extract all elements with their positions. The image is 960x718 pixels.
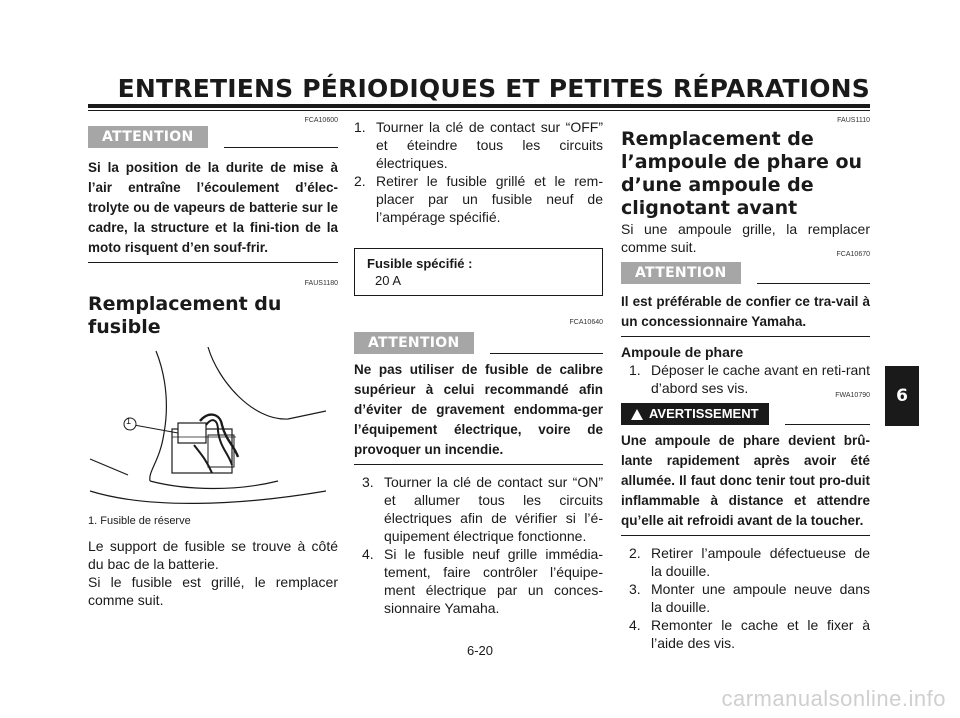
step-item <box>629 580 870 616</box>
attention-end-rule <box>354 464 603 465</box>
section-title: Remplacement de l’ampoule de phare ou d’une ampoule de clignotant avant <box>621 128 863 219</box>
warning-header <box>621 403 870 427</box>
step-item <box>362 473 603 545</box>
warning-badge <box>621 403 769 425</box>
step-item <box>629 544 870 580</box>
step-list <box>354 473 603 617</box>
body-text: Si le fusible est grillé, le remplacer comme suit. <box>88 574 338 608</box>
attention-text: Il est préférable de confier ce tra-vail à un concessionnaire Yamaha. <box>621 294 870 329</box>
ref-code: FCA10670 <box>836 251 870 258</box>
step-item <box>621 361 870 397</box>
step-number: 4. <box>362 546 374 562</box>
step-list <box>621 544 870 652</box>
step-number: 4. <box>629 617 641 633</box>
ref-code: FCA10600 <box>304 117 338 124</box>
warning-text: Une ampoule de phare devient brû-lante rapidement après avoir été allumée. Il faut donc tenir tout pro-duit inflammable à distance et attendre qu’elle ait refroidi avant de la toucher. <box>621 433 870 528</box>
ref-code: FAUS1180 <box>304 280 338 287</box>
attention-end-rule <box>88 262 338 263</box>
step-text: Retirer le fusible grillé et le rem-placer par un fusible neuf de l’ampérage spécifié. <box>376 173 603 225</box>
step-number: 3. <box>629 581 641 597</box>
attention-end-rule <box>621 336 870 337</box>
attention-header <box>621 262 870 286</box>
warning-triangle-icon <box>631 409 643 420</box>
column-right <box>621 116 870 652</box>
step-text: Tourner la clé de contact sur “OFF” et éteindre tous les circuits électriques. <box>376 119 603 171</box>
step-text: Monter une ampoule neuve dans la douille. <box>651 581 870 615</box>
attention-badge: ATTENTION <box>354 332 474 354</box>
attention-text: Ne pas utiliser de fusible de calibre supérieur à celui recommandé afin d’éviter de gravement endomma-ger l’équipement électrique, voire de provoquer un incendie. <box>354 362 603 457</box>
attention-rule <box>757 262 870 284</box>
step-text: Tourner la clé de contact sur “ON” et allumer tous les circuits électriques afin de vérifier si l’é-quipement électrique fonctionne. <box>384 474 603 544</box>
callout-number: 1 <box>126 416 132 426</box>
warning-rule <box>785 403 870 425</box>
section-title: Remplacement du fusible <box>88 293 282 338</box>
body-text: Si une ampoule grille, la remplacer comme suit. <box>621 221 870 255</box>
sub-title: Ampoule de phare <box>621 344 744 360</box>
step-number: 3. <box>362 474 374 490</box>
step-number: 2. <box>354 173 366 189</box>
step-number: 1. <box>629 362 641 378</box>
ref-code: FWA10790 <box>835 392 870 399</box>
spec-label: Fusible spécifié : <box>367 256 473 271</box>
ref-code: FCA10640 <box>569 319 603 326</box>
column-left <box>88 116 338 609</box>
attention-badge: ATTENTION <box>88 126 208 148</box>
step-item <box>362 545 603 617</box>
ref-code: FAUS1110 <box>837 117 870 124</box>
figure-caption: 1. Fusible de réserve <box>88 515 191 527</box>
header-rule-thin <box>88 110 870 111</box>
column-middle <box>354 118 603 617</box>
step-text: Déposer le cache avant en reti-rant d’abord ses vis. <box>651 362 870 396</box>
page-header-title: ENTRETIENS PÉRIODIQUES ET PETITES RÉPARATIONS <box>117 74 870 103</box>
fuse-illustration <box>88 341 328 511</box>
attention-text: Si la position de la durite de mise à l’air entraîne l’écoulement d’élec-trolyte ou de vapeurs de batterie sur le cadre, la structure et la fini-tion de la moto risquent d’en souf-frir. <box>88 160 338 255</box>
step-text: Si le fusible neuf grille immédia-tement, faire contrôler l’équipe-ment électrique par un conces-sionnaire Yamaha. <box>384 546 603 616</box>
attention-rule <box>224 126 338 148</box>
page-number: 6-20 <box>466 643 494 658</box>
step-item <box>354 172 603 226</box>
step-item <box>354 118 603 172</box>
warning-label: AVERTISSEMENT <box>649 406 759 421</box>
watermark: carmanualsonline.info <box>721 686 946 711</box>
body-text: Le support de fusible se trouve à côté du bac de la batterie. <box>88 538 338 572</box>
attention-badge: ATTENTION <box>621 262 741 284</box>
step-text: Retirer l’ampoule défectueuse de la douille. <box>651 545 870 579</box>
spec-value: 20 A <box>375 273 402 288</box>
attention-header <box>354 332 603 356</box>
attention-rule <box>490 332 603 354</box>
fuse-box-drawing <box>88 341 328 511</box>
step-text: Remonter le cache et le fixer à l’aide des vis. <box>651 617 870 651</box>
step-number: 2. <box>629 545 641 561</box>
step-number: 1. <box>354 119 366 135</box>
warning-end-rule <box>621 535 870 536</box>
spec-box <box>354 248 603 296</box>
chapter-tab[interactable]: 6 <box>885 366 919 426</box>
attention-header <box>88 126 338 150</box>
header-rule <box>88 104 870 108</box>
